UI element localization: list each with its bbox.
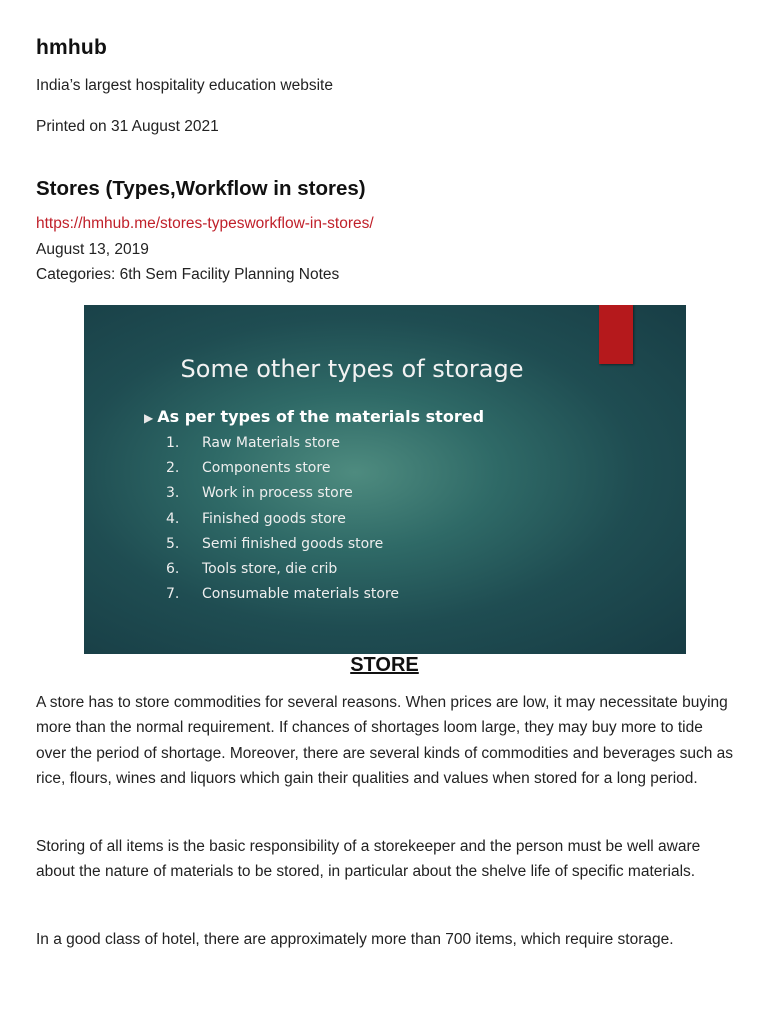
store-heading: STORE [350,654,419,676]
site-title: hmhub [36,36,107,59]
post-url-link[interactable]: https://hmhub.me/stores-typesworkflow-in-stores/ [36,215,374,232]
slide-subheading [144,407,484,426]
slide-image [84,305,686,654]
slide-subheading-text: As per types of the materials stored [157,407,485,426]
slide-list-item: 6. Tools store, die crib [166,560,338,577]
slide-list-item: 7. Consumable materials store [166,586,400,603]
slide-list-item: 3. Work in process store [166,485,353,502]
slide-title: Some other types of storage [180,355,524,383]
site-tagline: India’s largest hospitality education website [36,77,333,94]
body-paragraph: In a good class of hotel, there are approximately more than 700 items, which require storage. [36,931,674,948]
slide-list-item: 2. Components store [166,460,331,477]
post-categories: Categories: 6th Sem Facility Planning Notes [36,266,340,283]
post-title: Stores (Types,Workflow in stores) [36,177,366,200]
slide-list-item: 5. Semi finished goods store [166,535,384,552]
body-paragraph: Storing of all items is the basic responsibility of a storekeeper and the person must be well aware about the nature of materials to be stored, in particular about the shelve life of specific materials. [36,838,701,881]
post-date: August 13, 2019 [36,241,149,258]
printed-date: Printed on 31 August 2021 [36,118,219,135]
body-paragraph: A store has to store commodities for several reasons. When prices are low, it may necessitate buying more than the normal requirement. If chances of shortages loom large, they may buy more to tide over the period of shortage. Moreover, there are several kinds of commodities and beverages such as rice, flours, wines and liquors which gain their qualities and values when stored for a long period. [36,694,734,787]
slide-list-item: 4. Finished goods store [166,510,346,527]
slide-storage-list [166,435,399,611]
triangle-right-icon: ▶ [144,411,154,425]
slide-list-item: 1. Raw Materials store [166,435,340,451]
